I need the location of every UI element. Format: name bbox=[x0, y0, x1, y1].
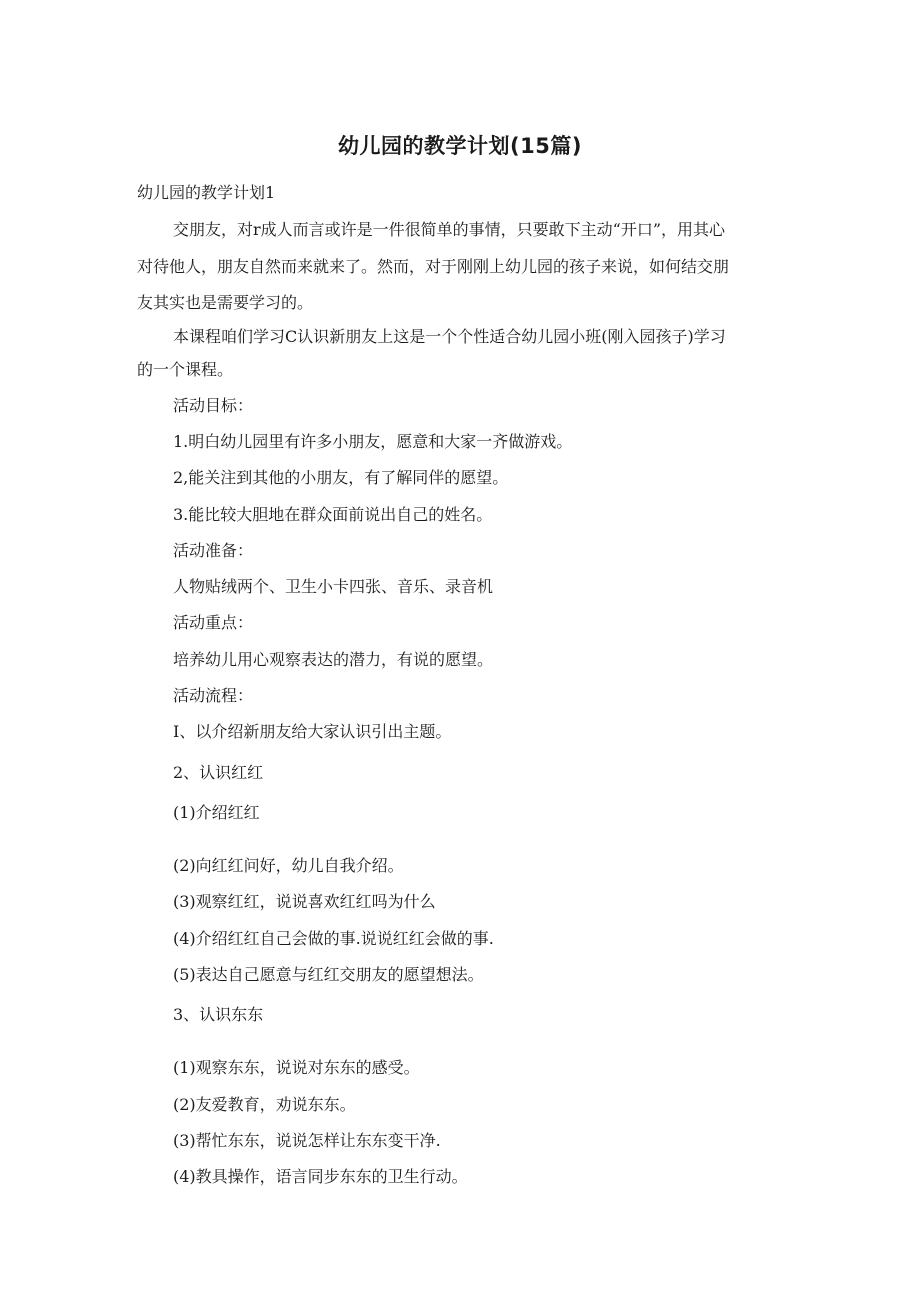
process-item: 2、认识红红 bbox=[173, 763, 264, 782]
paragraph-line: 本课程咱们学习C认识新朋友上这是一个个性适合幼儿园小班(刚入园孩子)学习 bbox=[173, 327, 726, 346]
focus-heading: 活动重点： bbox=[173, 613, 254, 632]
process-item: (1)介绍红红 bbox=[173, 803, 260, 822]
prep-text: 人物贴绒两个、卫生小卡四张、音乐、录音机 bbox=[173, 577, 494, 596]
goal-item: 3.能比较大胆地在群众面前说出自己的姓名。 bbox=[173, 505, 493, 524]
process-item: (2)向红红问好，幼儿自我介绍。 bbox=[173, 856, 404, 875]
paragraph-line: 交朋友，对r成人而言或许是一件很简单的事情，只要敢下主动“开口”，用其心 bbox=[173, 220, 726, 239]
section-title: 幼儿园的教学计划1 bbox=[137, 183, 276, 202]
paragraph-line: 对待他人，朋友自然而来就来了。然而，对于刚刚上幼儿园的孩子来说，如何结交朋 bbox=[137, 257, 730, 276]
process-item: (5)表达自己愿意与红红交朋友的愿望想法。 bbox=[173, 965, 484, 984]
process-item: (3)观察红红，说说喜欢红红吗为什么 bbox=[173, 892, 436, 911]
goal-item: 1.明白幼儿园里有许多小朋友，愿意和大家一齐做游戏。 bbox=[173, 432, 573, 451]
process-item: (4)介绍红红自己会做的事.说说红红会做的事. bbox=[173, 929, 494, 948]
process-item: (2)友爱教育，劝说东东。 bbox=[173, 1095, 356, 1114]
process-item: (1)观察东东，说说对东东的感受。 bbox=[173, 1058, 420, 1077]
process-item: 3、认识东东 bbox=[173, 1005, 264, 1024]
process-heading: 活动流程： bbox=[173, 686, 254, 705]
goal-item: 2,能关注到其他的小朋友，有了解同伴的愿望。 bbox=[173, 468, 509, 487]
goals-heading: 活动目标： bbox=[173, 396, 254, 415]
process-item: (4)教具操作，语言同步东东的卫生行动。 bbox=[173, 1167, 468, 1186]
process-item: I、以介绍新朋友给大家认识引出主题。 bbox=[173, 722, 452, 741]
focus-text: 培养幼儿用心观察表达的潜力，有说的愿望。 bbox=[173, 650, 494, 669]
paragraph-line: 的一个课程。 bbox=[137, 360, 234, 379]
paragraph-line: 友其实也是需要学习的。 bbox=[137, 293, 314, 312]
document-title: 幼儿园的教学计划(15篇) bbox=[338, 134, 582, 158]
process-item: (3)帮忙东东，说说怎样让东东变干净. bbox=[173, 1131, 441, 1150]
prep-heading: 活动准备： bbox=[173, 541, 254, 560]
